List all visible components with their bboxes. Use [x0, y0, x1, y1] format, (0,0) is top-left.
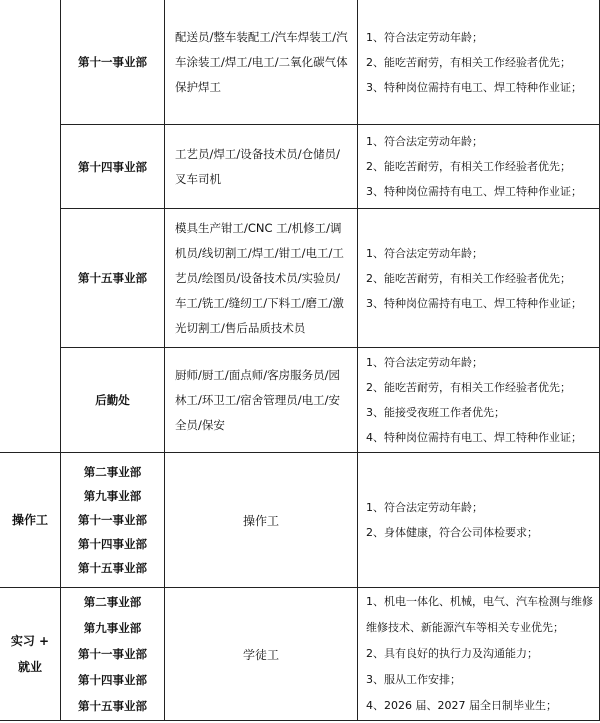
- requirement-item: 4、特种岗位需持有电工、焊工特种作业证；: [366, 431, 582, 444]
- dept-cell: [61, 0, 164, 124]
- jobs-text: 配送员/整车装配工/汽车焊装工/汽车涂装工/焊工/电工/二氧化碳气体保护焊工: [175, 29, 348, 94]
- dept-list-cell: [61, 588, 164, 720]
- dept-list-cell: [61, 453, 164, 587]
- rule-bottom: [0, 720, 600, 721]
- requirement-item: 4、2026 届、2027 届全日制毕业生；: [366, 699, 557, 712]
- dept-name: 第十四事业部: [78, 159, 147, 174]
- jobs-cell: [165, 588, 357, 720]
- category-cell: [0, 453, 60, 587]
- category-label: 操作工: [11, 513, 48, 527]
- jobs-cell: [165, 125, 357, 208]
- jobs-cell: [165, 0, 357, 124]
- jobs-text: 操作工: [242, 513, 279, 528]
- requirement-item: 2、能吃苦耐劳，有相关工作经验者优先；: [366, 271, 571, 285]
- requirement-item: 维修技术、新能源汽车等相关专业优先；: [366, 621, 564, 634]
- dept-name: 第十一事业部: [78, 513, 147, 527]
- jobs-text: 工艺员/焊工/设备技术员/仓储员/叉车司机: [175, 146, 340, 186]
- requirements-cell: [358, 209, 599, 347]
- requirement-item: 1、符合法定劳动年龄；: [366, 501, 483, 514]
- dept-name: 第二事业部: [83, 595, 142, 609]
- dept-name: 第二事业部: [83, 465, 142, 479]
- dept-name: 第十一事业部: [78, 55, 147, 69]
- dept-name: 第十四事业部: [78, 673, 147, 687]
- category-cell: [0, 588, 60, 720]
- jobs-text: 厨师/厨工/面点师/客房服务员/园林工/环卫工/宿舍管理员/电工/安全员/保安: [175, 367, 340, 432]
- requirement-item: 2、身体健康，符合公司体检要求；: [366, 526, 538, 539]
- requirements-cell: [358, 125, 599, 208]
- jobs-cell: [165, 348, 357, 452]
- dept-name: 后勤处: [95, 393, 130, 407]
- dept-name: 第九事业部: [83, 489, 142, 503]
- dept-cell: [61, 348, 164, 452]
- requirement-item: 3、能接受夜班工作者优先；: [366, 406, 505, 419]
- jobs-text: 模具生产钳工/CNC 工/机修工/调机员/线切割工/焊工/钳工/电工/工艺员/绘图员/设备技术员/实验员/车工/铣工/缝纫工/下料工/磨工/激光切割工/售后品质技术员: [175, 220, 344, 335]
- requirement-item: 1、符合法定劳动年龄；: [366, 356, 483, 369]
- jobs-text: 学徒工: [242, 647, 279, 662]
- requirement-item: 2、能吃苦耐劳，有相关工作经验者优先；: [366, 55, 571, 69]
- category-label-line2: 就业: [17, 660, 42, 674]
- dept-name: 第十一事业部: [78, 647, 147, 661]
- dept-name: 第十四事业部: [78, 537, 147, 551]
- jobs-cell: [165, 453, 357, 587]
- requirement-item: 3、特种岗位需持有电工、焊工特种作业证；: [366, 80, 582, 94]
- dept-name: 第九事业部: [83, 621, 142, 635]
- category-label-line1: 实习 +: [10, 634, 50, 648]
- requirement-item: 3、特种岗位需持有电工、焊工特种作业证；: [366, 296, 582, 310]
- requirement-item: 2、具有良好的执行力及沟通能力；: [366, 647, 538, 660]
- requirement-item: 1、符合法定劳动年龄；: [366, 30, 483, 44]
- requirements-cell: [358, 453, 599, 587]
- requirement-item: 3、服从工作安排；: [366, 673, 461, 686]
- requirement-item: 1、符合法定劳动年龄；: [366, 135, 483, 148]
- jobs-cell: [165, 209, 357, 347]
- dept-cell: [61, 209, 164, 347]
- requirements-cell: [358, 348, 599, 452]
- dept-cell: [61, 125, 164, 208]
- requirement-item: 1、符合法定劳动年龄；: [366, 246, 483, 260]
- dept-name: 第十五事业部: [78, 271, 147, 285]
- requirements-cell: [358, 588, 599, 720]
- requirement-item: 2、能吃苦耐劳，有相关工作经验者优先；: [366, 381, 571, 394]
- requirement-item: 1、机电一体化、机械，电气、汽车检测与维修: [366, 595, 593, 608]
- dept-name: 第十五事业部: [78, 699, 147, 713]
- requirement-item: 2、能吃苦耐劳，有相关工作经验者优先；: [366, 160, 571, 173]
- dept-name: 第十五事业部: [78, 561, 147, 575]
- requirements-cell: [358, 0, 599, 124]
- requirement-item: 3、特种岗位需持有电工、焊工特种作业证；: [366, 185, 582, 198]
